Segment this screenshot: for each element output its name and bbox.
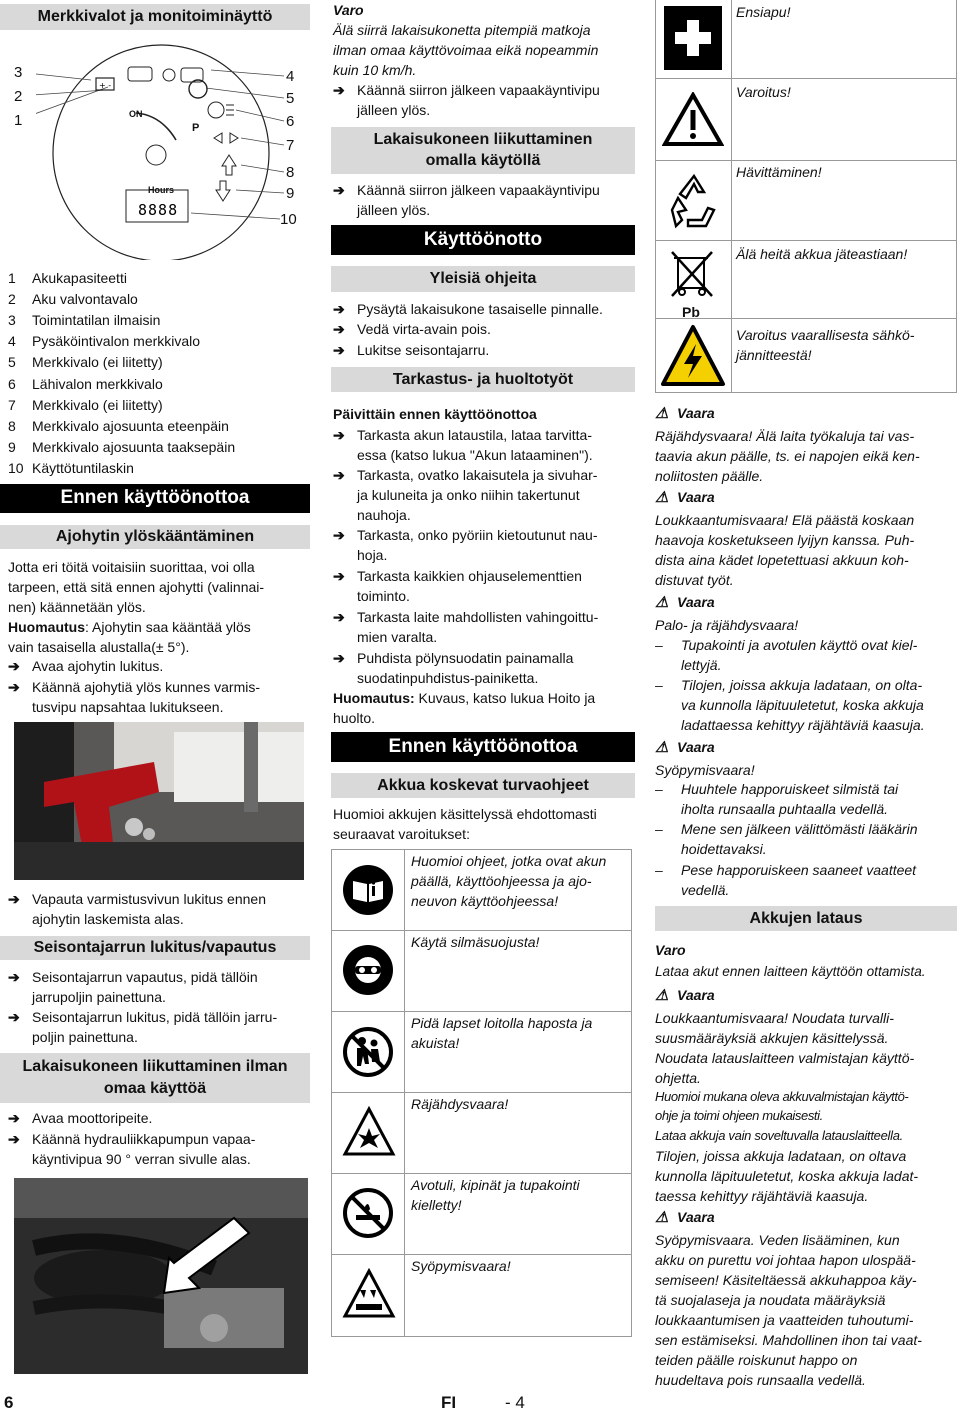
dash-bullet: – [655,821,663,837]
step-text: Tarkasta, ovatko lakaisutela ja sivuhar- [357,467,598,483]
step-text-cont: ja kuluneita ja onko niihin takertunut [357,487,580,503]
varo-line: Älä siirrä lakaisukonetta pitempiä matkoja [333,22,591,38]
step-text-cont: jarrupoljin painettuna. [32,989,166,1005]
vaara-text: Vaara [677,405,715,421]
panel-on-label: ON [129,109,143,119]
legend-number: 7 [8,397,16,413]
warning-icon: ⚠ [655,739,669,756]
heading-ajohytin: Ajohytin ylöskääntäminen [0,525,310,549]
table-row-divider [332,930,631,931]
vaara-head: Syöpymisvaara! [655,762,755,778]
legend-text: Pysäköintivalon merkkivalo [32,333,201,349]
ajohytin-para-line: nen) käännetään ylös. [8,599,146,615]
explosion-hazard-icon [342,1106,396,1158]
step-text: Avaa ajohytin lukitus. [32,658,164,674]
legend-text: Lähivalon merkkivalo [32,376,163,392]
legend-item [8,331,200,351]
varo2-line: Lataa akut ennen laitteen käyttöön ottamista. [655,964,926,979]
heading-seisontajarru: Seisontajarrun lukitus/vapautus [0,936,310,960]
legend-item [8,310,160,330]
arrow-right-icon: ➔ [333,182,345,198]
panel-number-7: 7 [286,137,295,154]
step-item [8,889,266,909]
arrow-right-icon: ➔ [8,1131,20,1147]
symbol-text: Varoitus! [736,84,791,100]
eye-protection-icon [342,944,394,996]
varo2-label: Varo [655,942,686,958]
table-divider [731,0,732,392]
huomautus-text: : Ajohytin saa kääntää ylös [85,619,251,635]
svg-text:8888: 8888 [138,201,179,219]
vaara-label [655,592,715,613]
huomautus-line [8,617,251,637]
vaara-text: Vaara [677,987,715,1003]
step-text: Tarkasta laite mahdollisten vahingoittu- [357,609,599,625]
vaara-line: Noudata latauslaitteen valmistajan käyttö- [655,1050,915,1066]
table-text: Syöpymisvaara! [411,1258,511,1274]
heading-tarkastus: Tarkastus- ja huoltotyöt [331,367,635,392]
section-title-indicators: Merkkivalot ja monitoiminäyttö [0,4,310,30]
arrow-right-icon: ➔ [333,321,345,337]
dash-text: Mene sen jälkeen välittömästi lääkärin [681,821,918,837]
vaara-line: sen estämiseksi. Mahdollinen ihon tai vaat- [655,1332,922,1348]
vaara-line: Lataa akkuja vain soveltuvalla latauslaitteella. [655,1128,903,1143]
heading-lakaisukone-omalla [331,127,635,174]
svg-text:+ -: + - [99,81,112,90]
legend-item [8,352,163,372]
vaara-line: tä suojalaseja ja noudata määräyksiä [655,1292,886,1308]
dash-item [655,779,898,799]
table-row-divider [332,1011,631,1012]
vaara-text: Vaara [677,739,715,755]
legend-text: Aku valvontavalo [32,291,138,307]
keep-children-away-icon [342,1026,394,1078]
vaara-line: Loukkaantumisvaara! Elä päästä koskaan [655,512,915,528]
no-bin-icon [666,248,722,300]
legend-text: Akukapasiteetti [32,270,127,286]
legend-number: 4 [8,333,16,349]
step-text-cont: suodatinpuhdistus-painiketta. [357,670,539,686]
heading-lakaisukone-ilman [0,1053,310,1103]
symbol-text: Ensiapu! [736,4,791,20]
vaara-label [655,403,715,424]
arrow-right-icon: ➔ [333,427,345,443]
vaara-line: haavoja kosketukseen lyijyn kanssa. Puh- [655,532,915,548]
step-text: Vapauta varmistusvivun lukitus ennen [32,891,266,907]
table-text: Räjähdysvaara! [411,1096,509,1112]
legend-number: 10 [8,460,24,476]
step-text-cont: toiminto. [357,588,410,604]
step-text: Tarkasta akun lataustila, lataa tarvitta- [357,427,593,443]
step-text: Seisontajarrun lukitus, pidä tällöin jarru- [32,1009,278,1025]
electric-hazard-icon [660,324,726,388]
warning-icon: ⚠ [655,1209,669,1226]
dash-text-cont: hoidettavaksi. [681,841,767,857]
panel-number-6: 6 [286,113,295,130]
table-row-divider [656,78,956,79]
step-item [8,967,258,987]
warning-triangle-icon [662,92,724,148]
vaara-line: Räjähdysvaara! Älä laita työkaluja tai vas- [655,428,915,444]
first-aid-icon [664,6,722,70]
step-text: Tarkasta, onko pyöriin kietoutunut nau- [357,527,598,543]
vaara-head: Palo- ja räjähdysvaara! [655,617,799,633]
step-text: Käännä siirron jälkeen vapaakäyntivipu [357,182,600,198]
legend-number: 8 [8,418,16,434]
huomautus-line: vain tasaisella alustalla(± 5°). [8,639,190,655]
legend-number: 5 [8,354,16,370]
panel-number-5: 5 [286,90,295,107]
huomautus2-line: huolto. [333,710,376,726]
dash-text-cont: ladattaessa kehittyy räjähtäviä kaasuja. [681,717,925,733]
indicator-panel-diagram [0,35,310,260]
table-text: neuvon käyttöohjeessa! [411,893,559,909]
legend-item [8,416,229,436]
legend-number: 2 [8,291,16,307]
table-text: päällä, käyttöohjeessa ja ajo- [411,873,592,889]
panel-number-10: 10 [280,211,297,228]
legend-text: Merkkivalo (ei liitetty) [32,354,163,370]
vaara-line: akku on purettu voi johtaa hapon ulospää- [655,1252,916,1268]
vaara-line: ohje ja toimi ohjeen mukaisesti. [655,1108,823,1123]
corrosive-hazard-icon [342,1268,396,1320]
legend-number: 9 [8,439,16,455]
dash-bullet: – [655,781,663,797]
panel-hours-label: Hours [148,185,175,195]
hydraulic-pump-photo-image [14,1178,308,1374]
page-sub-number: - 4 [505,1393,525,1412]
language-code: FI [441,1393,457,1412]
step-item [333,319,491,339]
vaara-line: kunnolla läpituuletetut, koska akkuja ladat- [655,1168,919,1184]
step-item [333,299,603,319]
dash-text-cont: lettyjä. [681,657,722,673]
vaara-line: teiden päälle roiskunut happo on [655,1352,858,1368]
step-item [333,566,582,586]
vaara-line: Tilojen, joissa akkuja ladataan, on oltava [655,1148,907,1164]
panel-number-3: 3 [14,64,23,81]
varo-line: ilman omaa käyttövoimaa eikä nopeammin [333,42,599,58]
read-manual-icon [342,864,394,916]
legend-item [8,458,134,478]
dash-item [655,675,922,695]
paivittain-title: Päivittäin ennen käyttöönottoa [333,406,537,422]
dash-bullet: – [655,637,663,653]
arrow-right-icon: ➔ [333,568,345,584]
symbol-text: Varoitus vaarallisesta sähkö- [736,327,915,343]
ajohytin-para-line: Jotta eri töitä voitaisiin suorittaa, voi olla [8,559,255,575]
step-text-cont: essa (katso lukua "Akun lataaminen"). [357,447,593,463]
arrow-right-icon: ➔ [333,82,345,98]
recycle-icon [664,170,724,232]
step-text: Käännä siirron jälkeen vapaakäyntivipu [357,82,600,98]
step-text: Avaa moottoripeite. [32,1110,153,1126]
step-item [333,340,489,360]
heading-kayttoonotto: Käyttöönotto [331,225,635,255]
huomautus2-text: Kuvaus, katso lukua Hoito ja [414,690,596,706]
heading-ennen-kayttoonottoa-2: Ennen käyttöönottoa [331,732,635,762]
table-row-divider [332,1092,631,1093]
dash-item [655,819,918,839]
vaara-line: taavia akun päälle, ts. ei napojen eikä ken- [655,448,920,464]
symbol-text: Hävittäminen! [736,164,822,180]
huomautus-label: Huomautus [8,619,85,635]
arrow-right-icon: ➔ [333,650,345,666]
step-text: Vedä virta-avain pois. [357,321,491,337]
arrow-right-icon: ➔ [333,527,345,543]
heading-line: Lakaisukoneen liikuttaminen ilman [22,1058,288,1075]
legend-text: Merkkivalo (ei liitetty) [32,397,163,413]
varo-label: Varo [333,2,364,18]
arrow-right-icon: ➔ [8,1110,20,1126]
step-item [8,1007,277,1027]
vaara-line: distuvat työt. [655,572,734,588]
cab-lock-photo-image [14,722,304,880]
dash-item [655,635,917,655]
panel-dial-icon [36,35,286,260]
vaara-text: Vaara [677,594,715,610]
warning-icon: ⚠ [655,489,669,506]
vaara-text: Vaara [677,489,715,505]
huomautus2-label: Huomautus: [333,690,415,706]
akku-para-line: seuraavat varoitukset: [333,826,470,842]
step-text-cont: tusvipu napsahtaa lukitukseen. [32,699,224,715]
step-text: Puhdista pölynsuodatin painamalla [357,650,574,666]
heading-akkujen-lataus: Akkujen lataus [655,906,957,931]
vaara-label [655,1207,715,1228]
table-row-divider [656,160,956,161]
step-item [333,80,600,100]
legend-item [8,289,138,309]
step-item [8,1129,255,1149]
table-text: kielletty! [411,1197,462,1213]
step-text-cont: ajohytin laskemista alas. [32,911,184,927]
table-text: Huomioi ohjeet, jotka ovat akun [411,853,607,869]
step-text: Lukitse seisontajarru. [357,342,490,358]
heading-akku-turvaohjeet: Akkua koskevat turvaohjeet [331,773,635,798]
step-item [333,607,598,627]
step-text-cont: nauhoja. [357,507,411,523]
table-row-divider [332,1173,631,1174]
legend-text: Merkkivalo ajosuunta taaksepäin [32,439,236,455]
legend-item [8,268,127,288]
heading-yleisia-ohjeita: Yleisiä ohjeita [331,266,635,292]
step-item [333,465,597,485]
no-open-fire-icon [342,1187,394,1239]
legend-number: 1 [8,270,16,286]
vaara-line: suusmääräyksiä akkujen käsittelyssä. [655,1030,889,1046]
dash-text-cont: va kunnolla läpituuletetut, koska akkuja [681,697,924,713]
varo-line: kuin 10 km/h. [333,62,417,78]
arrow-right-icon: ➔ [8,891,20,907]
step-item [333,648,573,668]
vaara-label [655,737,715,758]
table-text: akuista! [411,1035,460,1051]
step-text-cont: jälleen ylös. [357,102,431,118]
arrow-right-icon: ➔ [8,969,20,985]
legend-item [8,437,235,457]
vaara-line: huudeltava pois runsaalla vedellä. [655,1372,866,1388]
arrow-right-icon: ➔ [8,1009,20,1025]
legend-text: Toimintatilan ilmaisin [32,312,161,328]
step-text-cont: hoja. [357,547,388,563]
vaara-line: Loukkaantumisvaara! Noudata turvalli- [655,1010,894,1026]
legend-item [8,374,163,394]
photo-hydraulic-pump [14,1178,308,1374]
step-item [8,1108,152,1128]
dash-bullet: – [655,862,663,878]
arrow-right-icon: ➔ [333,609,345,625]
table-row-divider [656,240,956,241]
step-text: Tarkasta kaikkien ohjauselementtien [357,568,582,584]
vaara-line: taessa kehittyy räjähtäviä kaasuja. [655,1188,869,1204]
dash-item [655,860,916,880]
step-text-cont: käyntivipua 90 ° verran sivulle alas. [32,1151,251,1167]
dash-text-cont: vedellä. [681,882,730,898]
vaara-label [655,985,715,1006]
step-item [333,180,600,200]
legend-text: Käyttötuntilaskin [32,460,134,476]
vaara-label [655,487,715,508]
arrow-right-icon: ➔ [8,658,20,674]
dash-bullet: – [655,677,663,693]
warning-icon: ⚠ [655,987,669,1004]
panel-p-label: P [192,122,200,134]
step-item [8,656,163,676]
page-number: 6 [4,1393,14,1412]
akku-para-line: Huomioi akkujen käsittelyssä ehdottomasti [333,806,597,822]
dash-text: Tilojen, joissa akkuja ladataan, on olta- [681,677,923,693]
step-item [333,425,592,445]
step-item [333,525,597,545]
panel-number-1: 1 [14,112,23,129]
vaara-line: noliitosten päälle. [655,468,764,484]
huomautus2-line [333,688,595,708]
legend-number: 3 [8,312,16,328]
dash-text-cont: iholta runsaalla puhtaalla vedellä. [681,801,889,817]
step-text: Pysäytä lakaisukone tasaiselle pinnalle. [357,301,603,317]
panel-number-9: 9 [286,185,295,202]
arrow-right-icon: ➔ [8,679,20,695]
step-text: Käännä ajohytiä ylös kunnes varmis- [32,679,261,695]
heading-line: omaa käyttöä [103,1080,207,1097]
panel-number-8: 8 [286,164,295,181]
table-row-divider [656,318,956,319]
symbol-text: Älä heitä akkua jäteastiaan! [736,246,908,262]
vaara-line: loukkaantumisen ja vaatteiden tuhoutumi- [655,1312,914,1328]
vaara-line: Huomioi mukana oleva akkuvalmistajan käyttö- [655,1089,909,1104]
table-row-divider [332,1254,631,1255]
step-text: Käännä hydrauliikkapumpun vapaa- [32,1131,256,1147]
dash-text: Pese happoruiskeen saaneet vaatteet [681,862,917,878]
panel-number-2: 2 [14,88,23,105]
dash-text: Tupakointi ja avotulen käyttö ovat kiel- [681,637,918,653]
photo-cab-lock [14,722,304,880]
table-divider [404,850,405,1336]
table-text: Pidä lapset loitolla haposta ja [411,1015,593,1031]
step-text-cont: poljin painettuna. [32,1029,138,1045]
arrow-right-icon: ➔ [333,467,345,483]
arrow-right-icon: ➔ [333,301,345,317]
heading-line: Lakaisukoneen liikuttaminen [373,131,593,148]
legend-text: Merkkivalo ajosuunta eteenpäin [32,418,229,434]
panel-number-4: 4 [286,68,295,85]
pb-label: Pb [682,304,700,320]
warning-icon: ⚠ [655,594,669,611]
vaara-line: dista aina kädet lopetettuasi akkuun koh- [655,552,909,568]
arrow-right-icon: ➔ [333,342,345,358]
table-text: Avotuli, kipinät ja tupakointi [411,1177,580,1193]
vaara-line: semiseen! Käsiteltäessä akkuhappoa käy- [655,1272,917,1288]
dash-text: Huuhtele happoruiskeet silmistä tai [681,781,899,797]
step-item [8,677,260,697]
table-text: Käytä silmäsuojusta! [411,934,540,950]
step-text-cont: jälleen ylös. [357,202,431,218]
vaara-line: Syöpymisvaara. Veden lisääminen, kun [655,1232,900,1248]
ajohytin-para-line: tarpeen, että sitä ennen ajohytti (valinnai- [8,579,265,595]
warning-icon: ⚠ [655,405,669,422]
vaara-line: ohjetta. [655,1070,701,1086]
legend-number: 6 [8,376,16,392]
symbol-text: jännitteestä! [736,347,812,363]
heading-ennen-kayttoonottoa: Ennen käyttöönottoa [0,484,310,513]
legend-item [8,395,163,415]
vaara-text: Vaara [677,1209,715,1225]
step-text: Seisontajarrun vapautus, pidä tällöin [32,969,258,985]
step-text-cont: mien varalta. [357,629,438,645]
heading-line: omalla käytöllä [425,152,541,169]
